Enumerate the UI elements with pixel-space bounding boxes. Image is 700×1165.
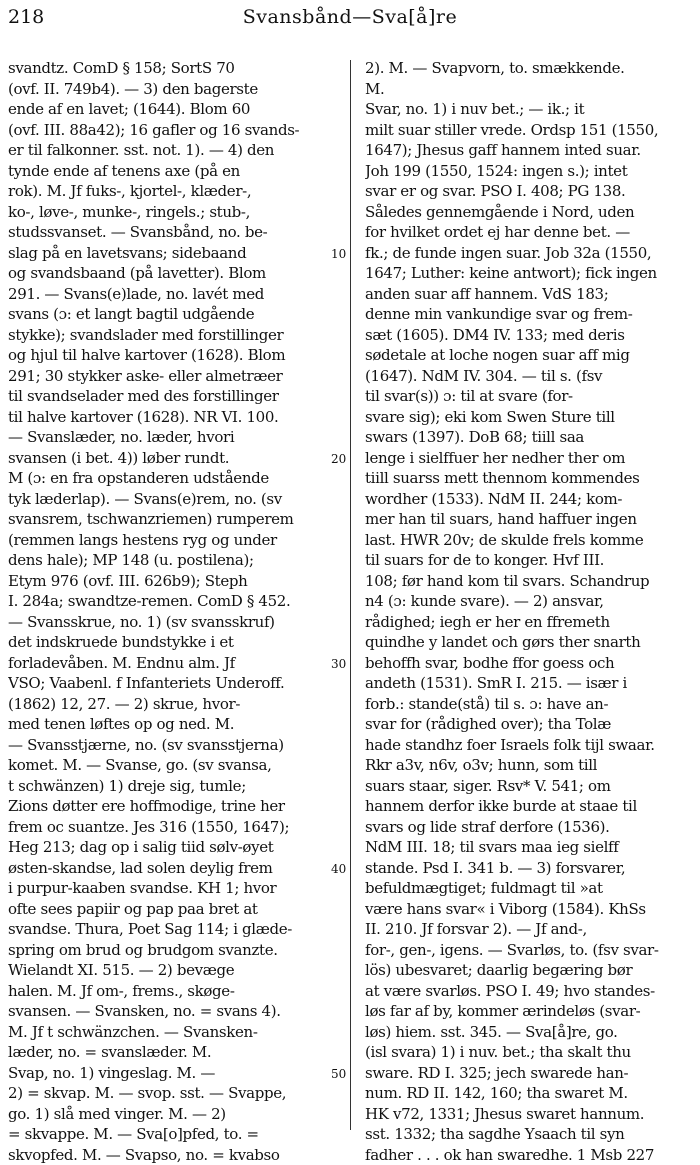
line-number: 30 <box>331 657 351 671</box>
text-line: andeth (1531). SmR I. 215. — især i <box>365 673 687 694</box>
text-line: lös) ubesvaret; daarlig begæring bør <box>365 960 687 981</box>
text-line: Således gennemgående i Nord, uden <box>365 202 687 223</box>
text-line: last. HWR 20v; de skulde frels komme <box>365 530 687 551</box>
text-line: sware. RD I. 325; jech swarede han- <box>365 1063 687 1084</box>
text-line: og svandsbaand (på lavetter). Blom <box>8 263 326 284</box>
text-line: skvopfed. M. — Svapso, no. = kvabso <box>8 1145 326 1165</box>
text-line: wordher (1533). NdM II. 244; kom- <box>365 489 687 510</box>
text-line: VSO; Vaabenl. f Infanteriets Underoff. <box>8 673 326 694</box>
page-number: 218 <box>8 6 44 28</box>
text-line: M (ɔ: en fra opstanderen udstående <box>8 468 326 489</box>
text-line: fadher . . . ok han swaredhe. 1 Msb 227 <box>365 1145 687 1165</box>
text-line: sødetale at loche nogen suar aff mig <box>365 345 687 366</box>
text-line: (1862) 12, 27. — 2) skrue, hvor- <box>8 694 326 715</box>
text-line: befuldmægtiget; fuldmagt til »at <box>365 878 687 899</box>
text-line: forb.: stande(stå) til s. ɔ: have an- <box>365 694 687 715</box>
text-line: læder, no. = svanslæder. M. <box>8 1042 326 1063</box>
text-line: suars staar, siger. Rsv* V. 541; om <box>365 776 687 797</box>
line-number: 10 <box>331 247 351 261</box>
text-line: Svar, no. 1) i nuv bet.; — ik.; it <box>365 99 687 120</box>
text-line: rådighed; iegh er her en ffremeth <box>365 612 687 633</box>
text-line: fk.; de funde ingen suar. Job 32a (1550, <box>365 243 687 264</box>
text-line: hade standhz foer Israels folk tijl swaar. <box>365 735 687 756</box>
text-line: ko-, løve-, munke-, ringels.; stub-, <box>8 202 326 223</box>
text-line: tiill suarss mett thennom kommendes <box>365 468 687 489</box>
text-line: t schwänzen) 1) dreje sig, tumle; <box>8 776 326 797</box>
text-line: Rkr a3v, n6v, o3v; hunn, som till <box>365 755 687 776</box>
right-column <box>365 58 687 1165</box>
text-line: Joh 199 (1550, 1524: ingen s.); intet <box>365 161 687 182</box>
text-line: frem oc suantze. Jes 316 (1550, 1647); <box>8 817 326 838</box>
text-line: hannem derfor ikke burde at staae til <box>365 796 687 817</box>
text-line: til halve kartover (1628). NR VI. 100. <box>8 407 326 428</box>
text-line: studssvanset. — Svansbånd, no. be- <box>8 222 326 243</box>
running-head: Svansbånd—Sva[å]re <box>8 6 692 28</box>
text-line: løs) hiem. sst. 345. — Sva[å]re, go. <box>365 1022 687 1043</box>
text-line: for hvilket ordet ej har denne bet. — <box>365 222 687 243</box>
text-line: 108; før hand kom til svars. Schandrup <box>365 571 687 592</box>
text-line: rok). M. Jf fuks-, kjortel-, klæder-, <box>8 181 326 202</box>
text-line: stykke); svandslader med forstillinger <box>8 325 326 346</box>
text-line: halen. M. Jf om-, frems., skøge- <box>8 981 326 1002</box>
text-line: num. RD II. 142, 160; tha swaret M. <box>365 1083 687 1104</box>
text-line: anden suar aff hannem. VdS 183; <box>365 284 687 305</box>
line-number: 50 <box>331 1067 351 1081</box>
text-line: i purpur-kaaben svandse. KH 1; hvor <box>8 878 326 899</box>
text-line: svansen. — Svansken, no. = svans 4). <box>8 1001 326 1022</box>
text-line: svar er og svar. PSO I. 408; PG 138. <box>365 181 687 202</box>
text-line: (ovf. II. 749b4). — 3) den bagerste <box>8 79 326 100</box>
text-line: (isl svara) 1) i nuv. bet.; tha skalt thu <box>365 1042 687 1063</box>
text-line: og hjul til halve kartover (1628). Blom <box>8 345 326 366</box>
text-line: tyk læderlap). — Svans(e)rem, no. (sv <box>8 489 326 510</box>
text-line: østen-skandse, lad solen deylig frem <box>8 858 326 879</box>
text-line: — Svansskrue, no. 1) (sv svansskruf) <box>8 612 326 633</box>
text-line: lenge i sielffuer her nedher ther om <box>365 448 687 469</box>
text-line: ende af en lavet; (1644). Blom 60 <box>8 99 326 120</box>
text-line: go. 1) slå med vinger. M. — 2) <box>8 1104 326 1125</box>
text-line: spring om brud og brudgom svanzte. <box>8 940 326 961</box>
left-column <box>8 58 326 1165</box>
text-line: denne min vankundige svar og frem- <box>365 304 687 325</box>
line-number: 20 <box>331 452 351 466</box>
text-line: svandse. Thura, Poet Sag 114; i glæde- <box>8 919 326 940</box>
text-line: behoffh svar, bodhe ffor goess och <box>365 653 687 674</box>
text-line: svans (ɔ: et langt bagtil udgående <box>8 304 326 325</box>
text-line: (remmen langs hestens ryg og under <box>8 530 326 551</box>
text-line: 291. — Svans(e)lade, no. lavét med <box>8 284 326 305</box>
text-line: NdM III. 18; til svars maa ieg sielff <box>365 837 687 858</box>
text-line: ofte sees papiir og pap paa bret at <box>8 899 326 920</box>
text-line: = skvappe. M. — Sva[o]pfed, to. = <box>8 1124 326 1145</box>
text-line: forladevåben. M. Endnu alm. Jf <box>8 653 326 674</box>
text-line: I. 284a; swandtze-remen. ComD § 452. <box>8 591 326 612</box>
text-line: (ovf. III. 88a42); 16 gafler og 16 svands- <box>8 120 326 141</box>
text-line: 291; 30 stykker aske- eller almetræer <box>8 366 326 387</box>
text-line: svansen (i bet. 4)) løber rundt. <box>8 448 326 469</box>
text-line: Wielandt XI. 515. — 2) bevæge <box>8 960 326 981</box>
line-number: 40 <box>331 862 351 876</box>
text-line: 1647); Jhesus gaff hannem inted suar. <box>365 140 687 161</box>
text-line: at være svarløs. PSO I. 49; hvo standes- <box>365 981 687 1002</box>
text-line: HK v72, 1331; Jhesus swaret hannum. <box>365 1104 687 1125</box>
text-line: Heg 213; dag op i salig tiid sølv-øyet <box>8 837 326 858</box>
text-line: slag på en lavetsvans; sidebaand <box>8 243 326 264</box>
text-line: til svar(s)) ɔ: til at svare (for- <box>365 386 687 407</box>
text-line: II. 210. Jf forsvar 2). — Jf and-, <box>365 919 687 940</box>
text-line: sæt (1605). DM4 IV. 133; med deris <box>365 325 687 346</box>
text-line: — Svansstjærne, no. (sv svansstjerna) <box>8 735 326 756</box>
text-line: — Svanslæder, no. læder, hvori <box>8 427 326 448</box>
column-divider <box>350 60 351 1130</box>
text-line: M. Jf t schwänzchen. — Svansken- <box>8 1022 326 1043</box>
text-line: komet. M. — Svanse, go. (sv svansa, <box>8 755 326 776</box>
text-line: swars (1397). DoB 68; tiill saa <box>365 427 687 448</box>
text-line: det indskruede bundstykke i et <box>8 632 326 653</box>
text-line: Svap, no. 1) vingeslag. M. — <box>8 1063 326 1084</box>
text-line: til svandselader med des forstillinger <box>8 386 326 407</box>
text-line: quindhe y landet och gørs ther snarth <box>365 632 687 653</box>
text-line: er til falkonner. sst. not. 1). — 4) den <box>8 140 326 161</box>
text-line: for-, gen-, igens. — Svarløs, to. (fsv svar- <box>365 940 687 961</box>
text-line: svare sig); eki kom Swen Sture till <box>365 407 687 428</box>
text-line: dens hale); MP 148 (u. postilena); <box>8 550 326 571</box>
text-line: 2) = skvap. M. — svop. sst. — Svappe, <box>8 1083 326 1104</box>
text-line: mer han til suars, hand haffuer ingen <box>365 509 687 530</box>
text-line: (1647). NdM IV. 304. — til s. (fsv <box>365 366 687 387</box>
text-line: svars og lide straf derfore (1536). <box>365 817 687 838</box>
page-header <box>8 6 692 34</box>
text-line: svandtz. ComD § 158; SortS 70 <box>8 58 326 79</box>
text-line: sst. 1332; tha sagdhe Ysaach til syn <box>365 1124 687 1145</box>
text-line: Zions døtter ere hoffmodige, trine her <box>8 796 326 817</box>
text-line: 2). M. — Svapvorn, to. smækkende. <box>365 58 687 79</box>
text-line: stande. Psd I. 341 b. — 3) forsvarer, <box>365 858 687 879</box>
text-line: svansrem, tschwanzriemen) rumperem <box>8 509 326 530</box>
text-line: tynde ende af tenens axe (på en <box>8 161 326 182</box>
text-line: n4 (ɔ: kunde svare). — 2) ansvar, <box>365 591 687 612</box>
text-line: med tenen løftes op og ned. M. <box>8 714 326 735</box>
text-line: til suars for de to konger. Hvf III. <box>365 550 687 571</box>
text-line: 1647; Luther: keine antwort); fick ingen <box>365 263 687 284</box>
text-line: Etym 976 (ovf. III. 626b9); Steph <box>8 571 326 592</box>
text-line: løs far af by, kommer ærindeløs (svar- <box>365 1001 687 1022</box>
text-line: være hans svar« i Viborg (1584). KhSs <box>365 899 687 920</box>
text-line: M. <box>365 79 687 100</box>
text-line: milt suar stiller vrede. Ordsp 151 (1550, <box>365 120 687 141</box>
text-line: svar for (rådighed over); tha Tolæ <box>365 714 687 735</box>
